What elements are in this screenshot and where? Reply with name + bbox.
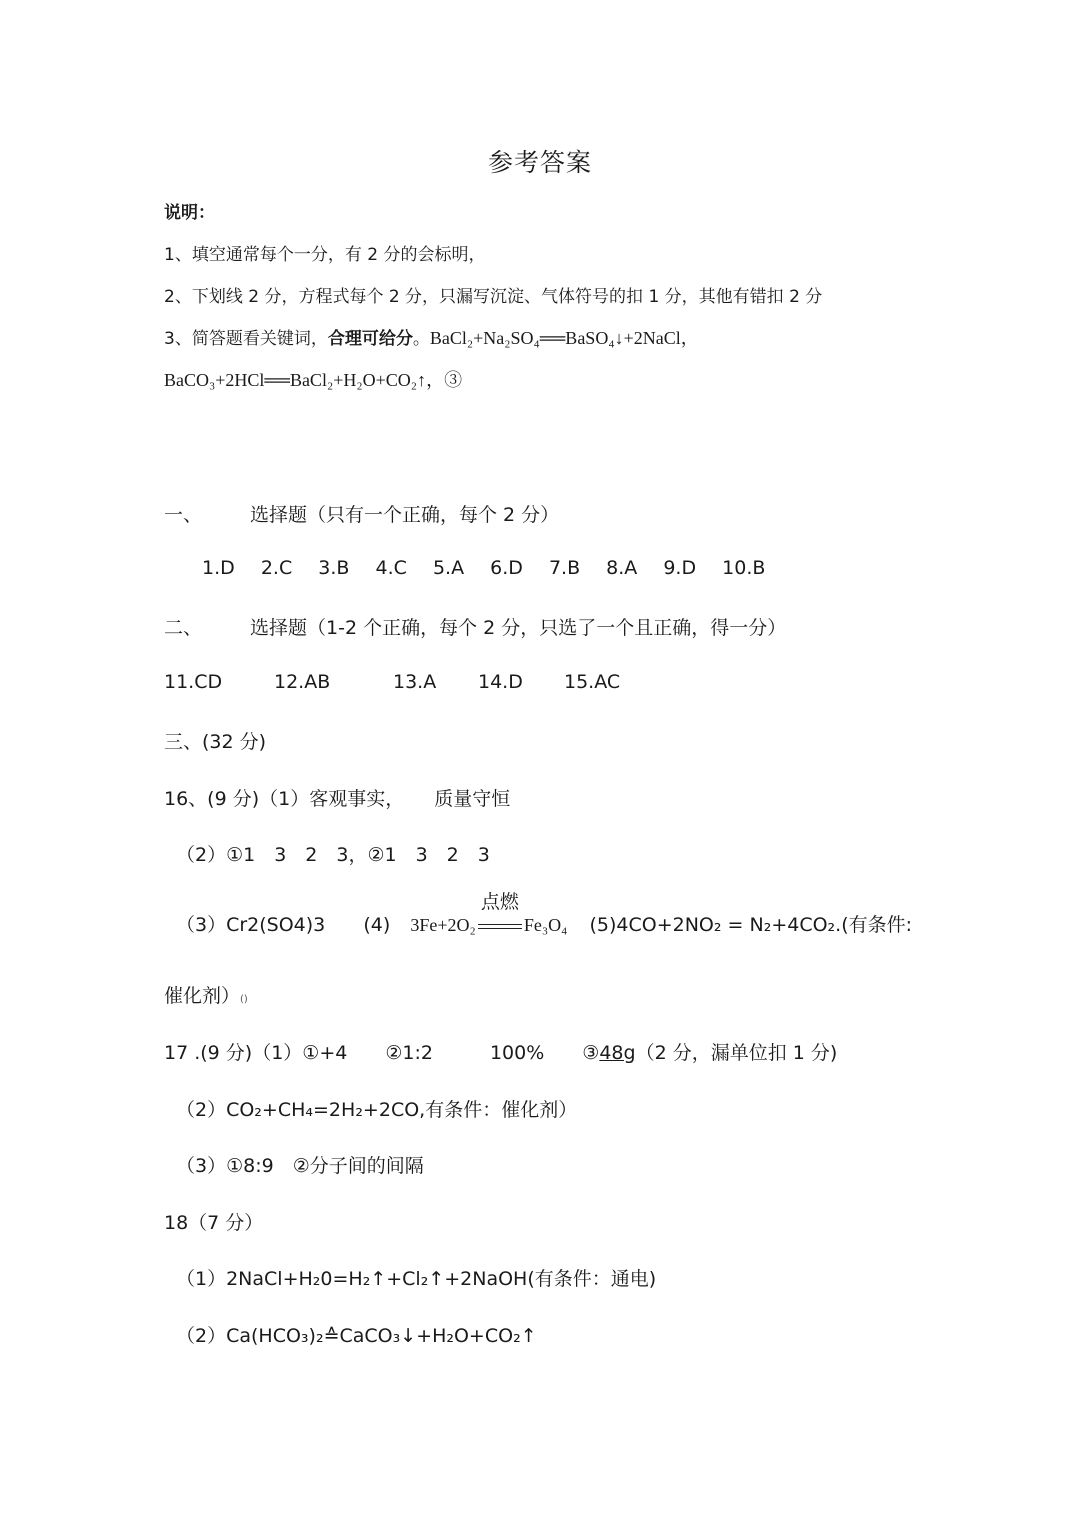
section-1-number: 一、 xyxy=(164,504,203,526)
answer-item: 15.AC xyxy=(564,671,621,693)
q18-part-1: （1）2NaCl+H₂0=H₂↑+Cl₂↑+2NaOH(有条件：通电) xyxy=(176,1268,657,1290)
q16-head-2: 质量守恒 xyxy=(434,788,511,810)
q17-part-1-tail: （2 分，漏单位扣 1 分) xyxy=(635,1042,838,1064)
q17-part-3: （3）①8:9 ②分子间的间隔 xyxy=(176,1155,424,1177)
note-3-bold: 合理可给分 xyxy=(327,329,413,349)
note-3-prefix: 3、简答题看关键词， xyxy=(164,329,328,349)
q16-eq4-condition: 点燃 xyxy=(480,890,519,913)
answer-item: 1.D xyxy=(202,557,235,579)
q16-eq4-right: Fe₃O₄ xyxy=(523,915,568,935)
section-1-answers xyxy=(202,557,785,579)
answer-item: 8.A xyxy=(606,557,638,579)
answer-item: 4.C xyxy=(375,557,407,579)
note-3-equation-1: BaCl₂+Na₂SO₄══BaSO₄↓+2NaCl， xyxy=(429,328,699,348)
section-3-heading: 三、(32 分) xyxy=(164,731,267,753)
answer-item: 7.B xyxy=(548,557,581,579)
q16-eq4-arrow xyxy=(476,890,524,937)
q16-eq4-left: 3Fe+2O₂ xyxy=(410,915,476,935)
page-title: 参考答案 xyxy=(487,148,592,177)
section-2-number: 二、 xyxy=(164,617,203,639)
section-2-heading xyxy=(164,613,786,640)
answer-item: 14.D xyxy=(478,671,523,693)
q17-underlined-answer: 48g xyxy=(599,1042,636,1064)
q17-part-1 xyxy=(164,1038,837,1065)
q16-part-2: （2）①1 3 2 3，②1 3 2 3 xyxy=(176,844,490,866)
q17-part-1-text: 17 .(9 分)（1）①+4 ②1:2 100% ③ xyxy=(164,1042,600,1064)
q16-part-4-label: (4) xyxy=(363,914,391,936)
q16-tiny-mark: () xyxy=(240,994,248,1005)
note-1: 1、填空通常每个一分，有 2 分的会标明， xyxy=(164,245,486,265)
section-1-heading xyxy=(164,500,559,527)
note-3-equation-2: BaCO₃+2HCl══BaCl₂+H₂O+CO₂↑，③ xyxy=(164,370,463,390)
q18-part-2: （2）Ca(HCO₃)₂≙CaCO₃↓+H₂O+CO₂↑ xyxy=(176,1325,537,1347)
section-2-title: 选择题（1-2 个正确，每个 2 分，只选了一个且正确，得一分） xyxy=(250,617,787,639)
q16-head: 16、(9 分)（1）客观事实， xyxy=(164,788,405,810)
q18-heading: 18（7 分） xyxy=(164,1212,264,1234)
q16-part-5: (5)4CO+2NO₂ = N₂+4CO₂.(有条件: xyxy=(589,914,913,936)
q16-part-5-cont xyxy=(164,981,248,1008)
answer-item: 9.D xyxy=(663,557,697,579)
note-2: 2、下划线 2 分，方程式每个 2 分，只漏写沉淀、气体符号的扣 1 分，其他有错扣 2 分 xyxy=(164,287,823,307)
note-3-end: 。 xyxy=(412,329,430,349)
q16-part-3 xyxy=(176,890,913,937)
answer-item: 6.D xyxy=(490,557,523,579)
q16-part-3-text: （3）Cr2(SO4)3 xyxy=(176,914,326,936)
answer-item: 3.B xyxy=(318,557,350,579)
q17-part-2: （2）CO₂+CH₄=2H₂+2CO,有条件：催化剂） xyxy=(176,1099,578,1121)
q16-heading xyxy=(164,784,510,811)
q16-part-5-cont-text: 催化剂） xyxy=(164,985,241,1007)
section-1-title: 选择题（只有一个正确，每个 2 分） xyxy=(250,504,560,526)
notes-heading: 说明： xyxy=(164,203,215,223)
answer-item: 10.B xyxy=(722,557,766,579)
answer-item: 11.CD xyxy=(164,671,223,693)
answer-item: 5.A xyxy=(432,557,465,579)
answer-item: 12.AB xyxy=(274,671,331,693)
note-3 xyxy=(164,324,699,350)
answer-item: 13.A xyxy=(393,671,437,693)
answer-item: 2.C xyxy=(260,557,293,579)
